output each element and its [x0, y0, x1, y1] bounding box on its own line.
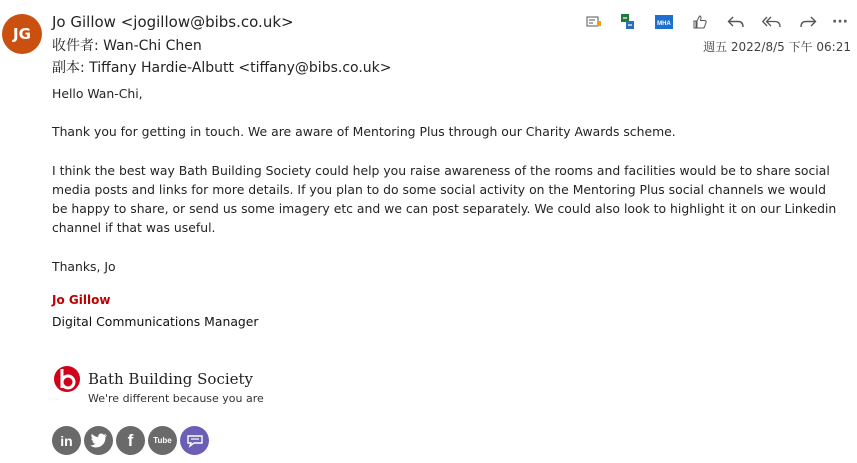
feedback-icon[interactable]: [180, 426, 209, 455]
svg-text:MHA: MHA: [657, 21, 671, 27]
company-name: Bath Building Society: [88, 370, 254, 388]
signoff: Thanks, Jo: [52, 258, 116, 274]
greeting: Hello Wan-Chi,: [52, 86, 143, 101]
cc-line: [52, 58, 392, 78]
signature-title: Digital Communications Manager: [52, 314, 259, 329]
to-recipient[interactable]: Wan-Chi Chen: [103, 38, 202, 54]
translate-icon[interactable]: [618, 12, 638, 32]
message-options-icon[interactable]: [584, 12, 604, 32]
to-label: 收件者:: [52, 38, 99, 54]
more-icon[interactable]: ···: [832, 14, 848, 30]
sent-date: 週五 2022/8/5 下午 06:21: [703, 40, 851, 54]
message-body: [52, 84, 842, 276]
paragraph-2: I think the best way Bath Building Society could help you raise awareness of the rooms and facilities would be to share social media posts and links for more details. If you plan to do some social activity on the Mentoring Plus social channels we would be happy to share, or send us some imagery etc and we can post separately. We could also look to highlight it on our Linkedin channel if that was useful.: [52, 162, 837, 236]
cc-label: 副本:: [52, 60, 85, 76]
company-logo-icon[interactable]: [52, 364, 82, 394]
to-line: [52, 36, 202, 56]
company-tagline: We're different because you are: [88, 392, 264, 405]
like-icon[interactable]: [690, 12, 710, 32]
reply-all-icon[interactable]: [762, 12, 782, 32]
cc-recipient[interactable]: Tiffany Hardie-Albutt <tiffany@bibs.co.uk>: [89, 60, 392, 76]
linkedin-icon[interactable]: in: [52, 426, 81, 455]
sender-avatar[interactable]: JG: [2, 14, 42, 54]
facebook-icon[interactable]: f: [116, 426, 145, 455]
mha-icon[interactable]: [654, 12, 674, 32]
social-links: [52, 426, 209, 455]
forward-icon[interactable]: [798, 12, 818, 32]
sender-name[interactable]: Jo Gillow <jogillow@bibs.co.uk>: [52, 13, 294, 31]
youtube-icon[interactable]: Tube: [148, 426, 177, 455]
signature-name: Jo Gillow: [52, 293, 111, 307]
reply-icon[interactable]: [726, 12, 746, 32]
paragraph-1: Thank you for getting in touch. We are aware of Mentoring Plus through our Charity Awards scheme.: [52, 124, 676, 140]
twitter-icon[interactable]: [84, 426, 113, 455]
